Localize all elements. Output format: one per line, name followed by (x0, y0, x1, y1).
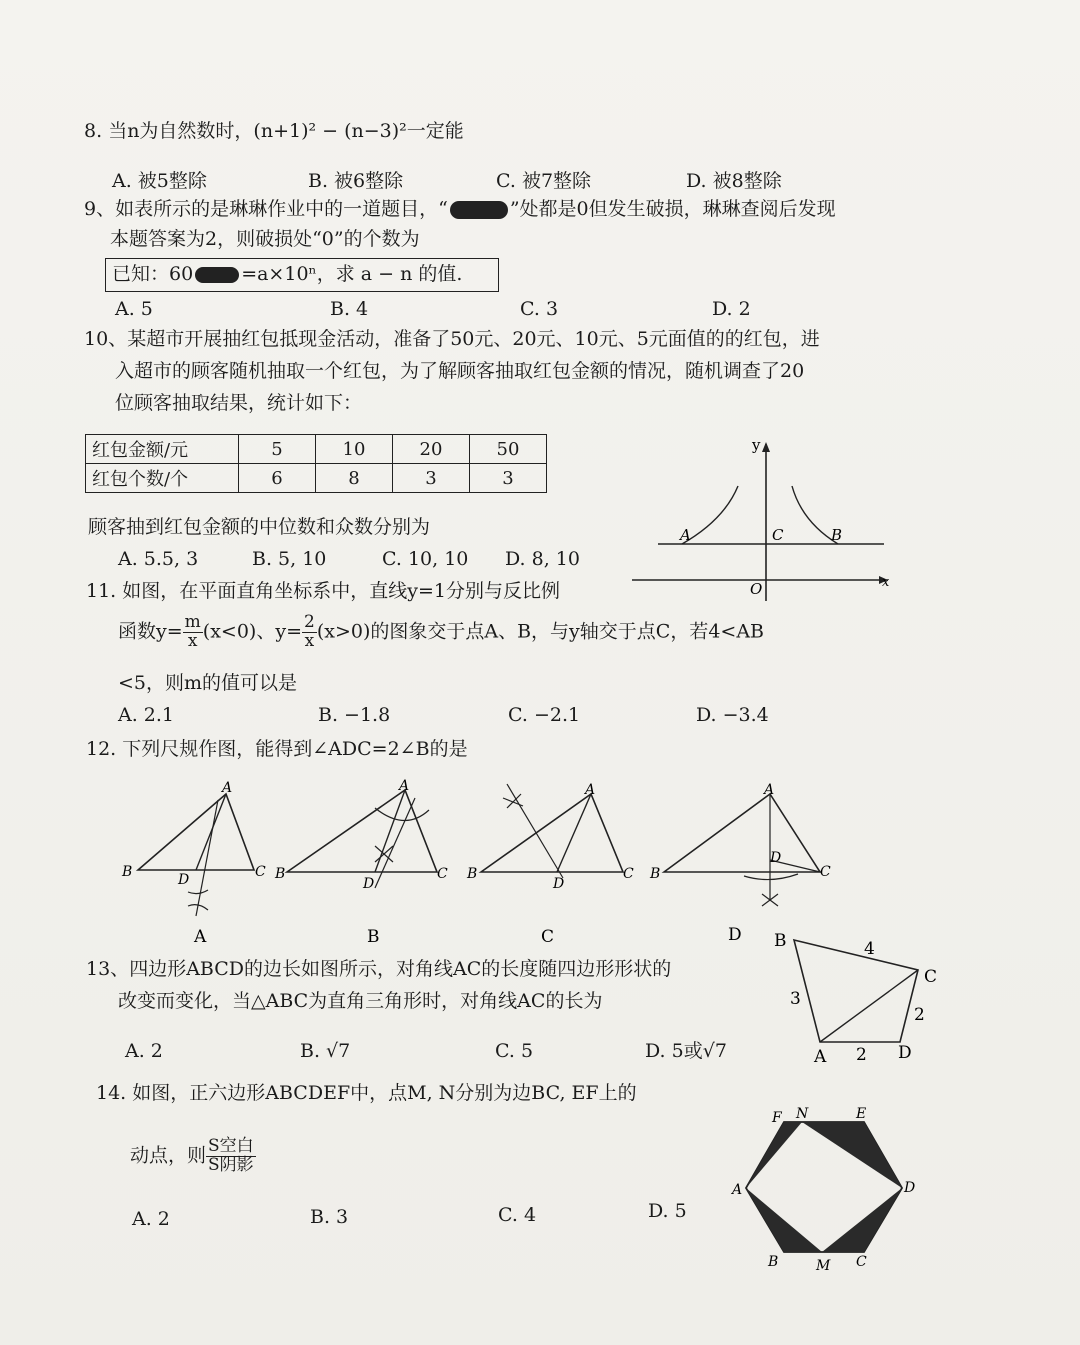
q10-option-d: D. 8, 10 (505, 548, 580, 570)
q11-fraction-2-over-x (302, 614, 317, 651)
vertex-c-label: C (623, 866, 634, 882)
shaded-triangle (746, 1122, 802, 1188)
fraction-denominator: x (187, 630, 198, 651)
q8-stem (84, 120, 464, 144)
q13-option-b: B. √7 (300, 1040, 351, 1062)
q12-text: 下列尺规作图，能得到∠ADC=2∠B的是 (122, 738, 468, 760)
q9-text-2: ”处都是0但发生破损，琳琳查阅后发现 (509, 198, 836, 220)
q12-number: 12. (86, 738, 117, 760)
figure-label: D (728, 925, 742, 945)
q10-question: 顾客抽到红包金额的中位数和众数分别为 (88, 516, 431, 538)
vertex-d-label: D (178, 872, 190, 888)
vertex-d-label: D (363, 876, 375, 892)
vertex-b-label: B (122, 864, 133, 880)
q14-option-a: A. 2 (132, 1208, 170, 1230)
q13-number: 13、 (86, 958, 130, 980)
q9-problem-box (105, 258, 499, 292)
q8-option-c: C. 被7整除 (496, 170, 592, 192)
q13-stem-line2: 改变而变化，当△ABC为直角三角形时，对角线AC的长为 (118, 990, 603, 1012)
fraction-numerator: S空白 (208, 1136, 254, 1156)
figure-label: C (541, 927, 555, 947)
vertex-d-label: D (904, 1180, 916, 1196)
vertex-c-label: C (255, 864, 266, 880)
q12-figure-d (650, 780, 840, 945)
q10-stem-line3: 位顾客抽取结果，统计如下： (115, 392, 363, 414)
q10-option-b: B. 5, 10 (252, 548, 327, 570)
vertex-a-label: A (732, 1182, 743, 1198)
q13-stem-line1 (86, 958, 671, 982)
figure-label: B (367, 927, 380, 947)
fraction-numerator: m (184, 612, 201, 632)
q8-text: 当n为自然数时，(n+1)² − (n−3)²一定能 (108, 120, 464, 142)
q8-option-a: A. 被5整除 (112, 170, 207, 192)
vertex-b-label: B (275, 866, 286, 882)
table-cell: 50 (470, 435, 547, 464)
triangle-abc (664, 794, 820, 872)
table-row (86, 464, 547, 493)
vertex-b-label: B (768, 1254, 779, 1270)
point-m-label: M (816, 1258, 831, 1274)
q14-option-d: D. 5 (648, 1200, 687, 1222)
q12-figure-a (122, 780, 272, 947)
fraction-denominator: x (304, 630, 315, 651)
q14-text-1: 如图，正六边形ABCDEF中，点M, N分别为边BC, EF上的 (132, 1082, 637, 1104)
vertex-b-label: B (774, 931, 787, 951)
vertex-d-label: D (770, 850, 782, 866)
q11-stem-line3: <5，则m的值可以是 (118, 672, 298, 694)
table-header-amount: 红包金额/元 (86, 435, 239, 464)
q14-option-c: C. 4 (498, 1204, 537, 1226)
side-bc-label: 4 (864, 939, 875, 959)
vertex-b-label: B (650, 866, 661, 882)
q9-option-b: B. 4 (330, 298, 369, 320)
q9-box-text (112, 263, 462, 287)
q14-stem-line1 (96, 1082, 637, 1106)
side-ad-label: 2 (856, 1045, 867, 1065)
y-axis-arrow (762, 442, 770, 452)
table-header-count: 红包个数/个 (86, 464, 239, 493)
q10-stem-line1 (84, 328, 820, 352)
point-c-label: C (772, 526, 784, 544)
x-axis-label: x (882, 575, 890, 590)
q13-option-c: C. 5 (495, 1040, 534, 1062)
q13-text-1: 四边形ABCD的边长如图所示，对角线AC的长度随四边形形状的 (129, 958, 672, 980)
q11-fraction-m-over-x (183, 614, 203, 651)
vertex-d-label: D (898, 1043, 912, 1063)
q10-text-1: 某超市开展抽红包抵现金活动，准备了50元、20元、10元、5元面值的的红包，进 (127, 328, 820, 350)
vertex-a-label: A (814, 1047, 827, 1067)
q11-func-prefix: 函数y= (118, 620, 183, 643)
vertex-a-label: A (764, 782, 775, 798)
q10-option-a: A. 5.5, 3 (118, 548, 199, 570)
vertex-e-label: E (856, 1106, 867, 1122)
table-cell: 3 (393, 464, 470, 493)
figure-label: A (194, 927, 207, 947)
vertex-c-label: C (924, 967, 938, 987)
q11-option-c: C. −2.1 (508, 704, 581, 726)
red-packet-table (85, 434, 547, 493)
segment-ad (196, 794, 226, 870)
q8-number: 8. (84, 120, 103, 142)
q11-coordinate-graph (632, 436, 892, 606)
shaded-triangle (746, 1188, 822, 1252)
q12-stem (86, 738, 468, 762)
q13-option-a: A. 2 (125, 1040, 163, 1062)
construction-arc (744, 874, 798, 880)
q9-box-text-2: =a×10ⁿ，求 a − n 的值. (241, 263, 463, 285)
point-a-label: A (680, 526, 691, 544)
fraction-denominator: S阴影 (208, 1154, 254, 1175)
vertex-d-label: D (553, 876, 565, 892)
q11-text-1: 如图，在平面直角坐标系中，直线y=1分别与反比例 (122, 580, 561, 602)
vertex-c-label: C (856, 1254, 867, 1270)
quadrilateral-abcd (794, 940, 918, 1042)
q14-text-2: 动点，则 (130, 1144, 207, 1167)
q9-number: 9、 (84, 198, 116, 220)
q9-box-text-1: 已知：60 (112, 263, 194, 285)
q11-stem-line2 (118, 614, 764, 651)
hexagon-abcdef (746, 1122, 902, 1252)
q9-option-a: A. 5 (115, 298, 153, 320)
vertex-c-label: C (437, 866, 448, 882)
vertex-c-label: C (820, 864, 831, 880)
q9-stem (84, 198, 836, 222)
q8-option-b: B. 被6整除 (308, 170, 404, 192)
table-cell: 8 (316, 464, 393, 493)
side-ab-label: 3 (790, 989, 801, 1009)
triangle-abc (287, 790, 437, 872)
damage-blot (195, 267, 239, 283)
q14-number: 14. (96, 1082, 127, 1104)
side-cd-label: 2 (914, 1005, 925, 1025)
q11-number: 11. (86, 580, 117, 602)
q14-option-b: B. 3 (310, 1206, 349, 1228)
q13-quadrilateral-figure (770, 930, 950, 1070)
q13-option-d: D. 5或√7 (645, 1040, 727, 1062)
damage-blot (450, 201, 508, 219)
fraction-numerator: 2 (303, 612, 315, 632)
q11-option-b: B. −1.8 (318, 704, 391, 726)
shaded-triangle (802, 1122, 902, 1188)
point-b-label: B (831, 526, 843, 544)
q12-figure-b (275, 778, 455, 947)
vertex-b-label: B (467, 866, 478, 882)
vertex-a-label: A (222, 780, 233, 796)
q11-stem-line1 (86, 580, 560, 604)
q11-option-d: D. −3.4 (696, 704, 769, 726)
origin-label: O (750, 580, 763, 598)
table-cell: 6 (239, 464, 316, 493)
q11-cond2: (x>0)的图象交于点A、B，与y轴交于点C，若4<AB (316, 620, 765, 643)
q10-option-c: C. 10, 10 (382, 548, 469, 570)
point-n-label: N (796, 1106, 809, 1122)
q14-hexagon-figure (730, 1104, 930, 1274)
table-cell: 5 (239, 435, 316, 464)
vertex-a-label: A (585, 782, 596, 798)
q10-number: 10、 (84, 328, 128, 350)
table-cell: 20 (393, 435, 470, 464)
q14-area-ratio-fraction (206, 1138, 256, 1175)
q9-option-c: C. 3 (520, 298, 559, 320)
triangle-abc (138, 794, 254, 870)
vertex-f-label: F (772, 1110, 782, 1126)
q9-text-1: 如表所示的是琳琳作业中的一道题目，“ (115, 198, 448, 220)
q11-option-a: A. 2.1 (118, 704, 175, 726)
perpendicular-bisector (507, 784, 563, 878)
vertex-a-label: A (399, 778, 410, 794)
angle-bisector-line (375, 798, 415, 888)
q10-stem-line2: 入超市的顾客随机抽取一个红包，为了解顾客抽取红包金额的情况，随机调查了20 (115, 360, 805, 382)
table-cell: 3 (470, 464, 547, 493)
q8-option-d: D. 被8整除 (686, 170, 782, 192)
shaded-triangle (822, 1188, 902, 1252)
table-cell: 10 (316, 435, 393, 464)
table-row (86, 435, 547, 464)
construction-arc (375, 808, 429, 821)
q14-stem-line2 (130, 1138, 256, 1175)
q9-stem-line2: 本题答案为2，则破损处“0”的个数为 (110, 228, 420, 250)
y-axis-label: y (752, 436, 761, 454)
q9-option-d: D. 2 (712, 298, 751, 320)
q12-figure-c (467, 780, 637, 947)
q11-cond1: (x<0)、y= (202, 620, 302, 643)
